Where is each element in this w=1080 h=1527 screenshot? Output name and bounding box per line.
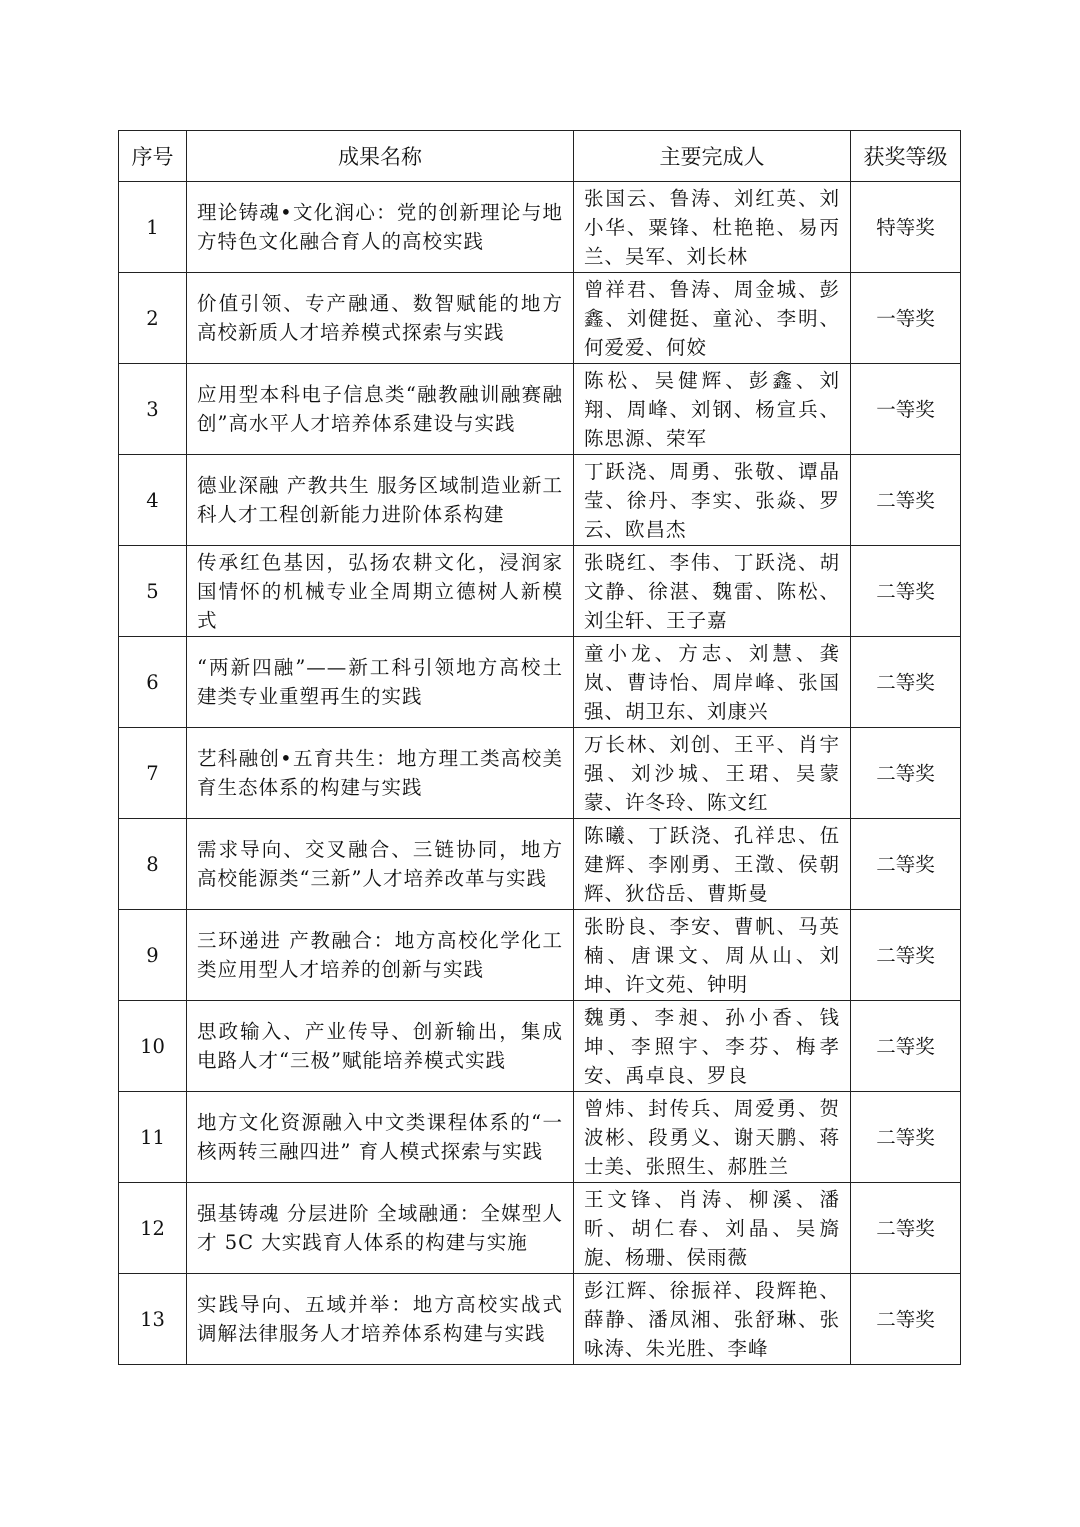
row-achievement-name: 实践导向、五域并举：地方高校实战式调解法律服务人才培养体系构建与实践 bbox=[187, 1274, 574, 1365]
table-row bbox=[119, 546, 961, 637]
row-award-level: 二等奖 bbox=[851, 1183, 961, 1274]
row-contributors: 丁跃浇、周勇、张敬、谭晶莹、徐丹、李实、张焱、罗云、欧昌杰 bbox=[574, 455, 851, 546]
row-achievement-name: “两新四融”——新工科引领地方高校土建类专业重塑再生的实践 bbox=[187, 637, 574, 728]
table-header bbox=[119, 131, 961, 182]
row-serial: 9 bbox=[119, 910, 187, 1001]
row-contributors: 张国云、鲁涛、刘红英、刘小华、粟锋、杜艳艳、易丙兰、吴军、刘长林 bbox=[574, 182, 851, 273]
header-row bbox=[119, 131, 961, 182]
row-contributors: 魏勇、李昶、孙小香、钱坤、李照宇、李芬、梅孝安、禹卓良、罗良 bbox=[574, 1001, 851, 1092]
table-row bbox=[119, 182, 961, 273]
row-award-level: 一等奖 bbox=[851, 364, 961, 455]
header-award-level: 获奖等级 bbox=[851, 131, 961, 182]
row-contributors: 童小龙、方志、刘慧、龚岚、曹诗怡、周岸峰、张国强、胡卫东、刘康兴 bbox=[574, 637, 851, 728]
row-achievement-name: 应用型本科电子信息类“融教融训融赛融创”高水平人才培养体系建设与实践 bbox=[187, 364, 574, 455]
row-contributors: 曾炜、封传兵、周爱勇、贺波彬、段勇义、谢天鹏、蒋士美、张照生、郝胜兰 bbox=[574, 1092, 851, 1183]
row-serial: 4 bbox=[119, 455, 187, 546]
row-serial: 1 bbox=[119, 182, 187, 273]
table-row bbox=[119, 819, 961, 910]
row-achievement-name: 三环递进 产教融合：地方高校化学化工类应用型人才培养的创新与实践 bbox=[187, 910, 574, 1001]
table-row bbox=[119, 728, 961, 819]
row-achievement-name: 需求导向、交叉融合、三链协同，地方高校能源类“三新”人才培养改革与实践 bbox=[187, 819, 574, 910]
row-award-level: 二等奖 bbox=[851, 728, 961, 819]
header-achievement-name: 成果名称 bbox=[187, 131, 574, 182]
row-award-level: 二等奖 bbox=[851, 819, 961, 910]
row-achievement-name: 思政输入、产业传导、创新输出，集成电路人才“三极”赋能培养模式实践 bbox=[187, 1001, 574, 1092]
awards-table bbox=[118, 130, 961, 1365]
row-serial: 7 bbox=[119, 728, 187, 819]
row-serial: 5 bbox=[119, 546, 187, 637]
row-achievement-name: 价值引领、专产融通、数智赋能的地方高校新质人才培养模式探索与实践 bbox=[187, 273, 574, 364]
row-achievement-name: 传承红色基因，弘扬农耕文化，浸润家国情怀的机械专业全周期立德树人新模式 bbox=[187, 546, 574, 637]
row-contributors: 陈曦、丁跃浇、孔祥忠、伍建辉、李刚勇、王澂、侯朝辉、狄岱岳、曹斯曼 bbox=[574, 819, 851, 910]
row-contributors: 张盼良、李安、曹帆、马英楠、唐课文、周从山、刘坤、许文苑、钟明 bbox=[574, 910, 851, 1001]
table-row bbox=[119, 1001, 961, 1092]
row-contributors: 张晓红、李伟、丁跃浇、胡文静、徐湛、魏雷、陈松、刘尘轩、王子嘉 bbox=[574, 546, 851, 637]
row-award-level: 二等奖 bbox=[851, 455, 961, 546]
row-serial: 8 bbox=[119, 819, 187, 910]
row-serial: 13 bbox=[119, 1274, 187, 1365]
row-award-level: 特等奖 bbox=[851, 182, 961, 273]
row-serial: 6 bbox=[119, 637, 187, 728]
row-achievement-name: 理论铸魂•文化润心：党的创新理论与地方特色文化融合育人的高校实践 bbox=[187, 182, 574, 273]
row-achievement-name: 强基铸魂 分层进阶 全域融通：全媒型人才 5C 大实践育人体系的构建与实施 bbox=[187, 1183, 574, 1274]
table-row bbox=[119, 1092, 961, 1183]
row-award-level: 二等奖 bbox=[851, 910, 961, 1001]
row-contributors: 彭江辉、徐振祥、段辉艳、薛静、潘凤湘、张舒琳、张咏涛、朱光胜、李峰 bbox=[574, 1274, 851, 1365]
table-row bbox=[119, 910, 961, 1001]
row-contributors: 王文锋、肖涛、柳溪、潘昕、胡仁春、刘晶、吴旖旎、杨珊、侯雨薇 bbox=[574, 1183, 851, 1274]
table-row bbox=[119, 364, 961, 455]
table-body bbox=[119, 182, 961, 1365]
row-serial: 3 bbox=[119, 364, 187, 455]
row-award-level: 一等奖 bbox=[851, 273, 961, 364]
row-serial: 11 bbox=[119, 1092, 187, 1183]
row-serial: 12 bbox=[119, 1183, 187, 1274]
row-award-level: 二等奖 bbox=[851, 1092, 961, 1183]
row-contributors: 万长林、刘创、王平、肖宇强、刘沙城、王珺、吴蒙蒙、许冬玲、陈文红 bbox=[574, 728, 851, 819]
row-achievement-name: 地方文化资源融入中文类课程体系的“一核两转三融四进” 育人模式探索与实践 bbox=[187, 1092, 574, 1183]
row-award-level: 二等奖 bbox=[851, 546, 961, 637]
row-serial: 2 bbox=[119, 273, 187, 364]
table-row bbox=[119, 1274, 961, 1365]
row-contributors: 曾祥君、鲁涛、周金城、彭鑫、刘健挺、童沁、李明、何爱爱、何姣 bbox=[574, 273, 851, 364]
row-award-level: 二等奖 bbox=[851, 1001, 961, 1092]
table-row bbox=[119, 455, 961, 546]
row-award-level: 二等奖 bbox=[851, 1274, 961, 1365]
header-serial: 序号 bbox=[119, 131, 187, 182]
table-row bbox=[119, 273, 961, 364]
row-contributors: 陈松、吴健辉、彭鑫、刘翔、周峰、刘钢、杨宣兵、陈思源、荣军 bbox=[574, 364, 851, 455]
table-row bbox=[119, 637, 961, 728]
table-row bbox=[119, 1183, 961, 1274]
header-main-contributors: 主要完成人 bbox=[574, 131, 851, 182]
row-achievement-name: 艺科融创•五育共生：地方理工类高校美育生态体系的构建与实践 bbox=[187, 728, 574, 819]
row-award-level: 二等奖 bbox=[851, 637, 961, 728]
row-achievement-name: 德业深融 产教共生 服务区域制造业新工科人才工程创新能力进阶体系构建 bbox=[187, 455, 574, 546]
row-serial: 10 bbox=[119, 1001, 187, 1092]
